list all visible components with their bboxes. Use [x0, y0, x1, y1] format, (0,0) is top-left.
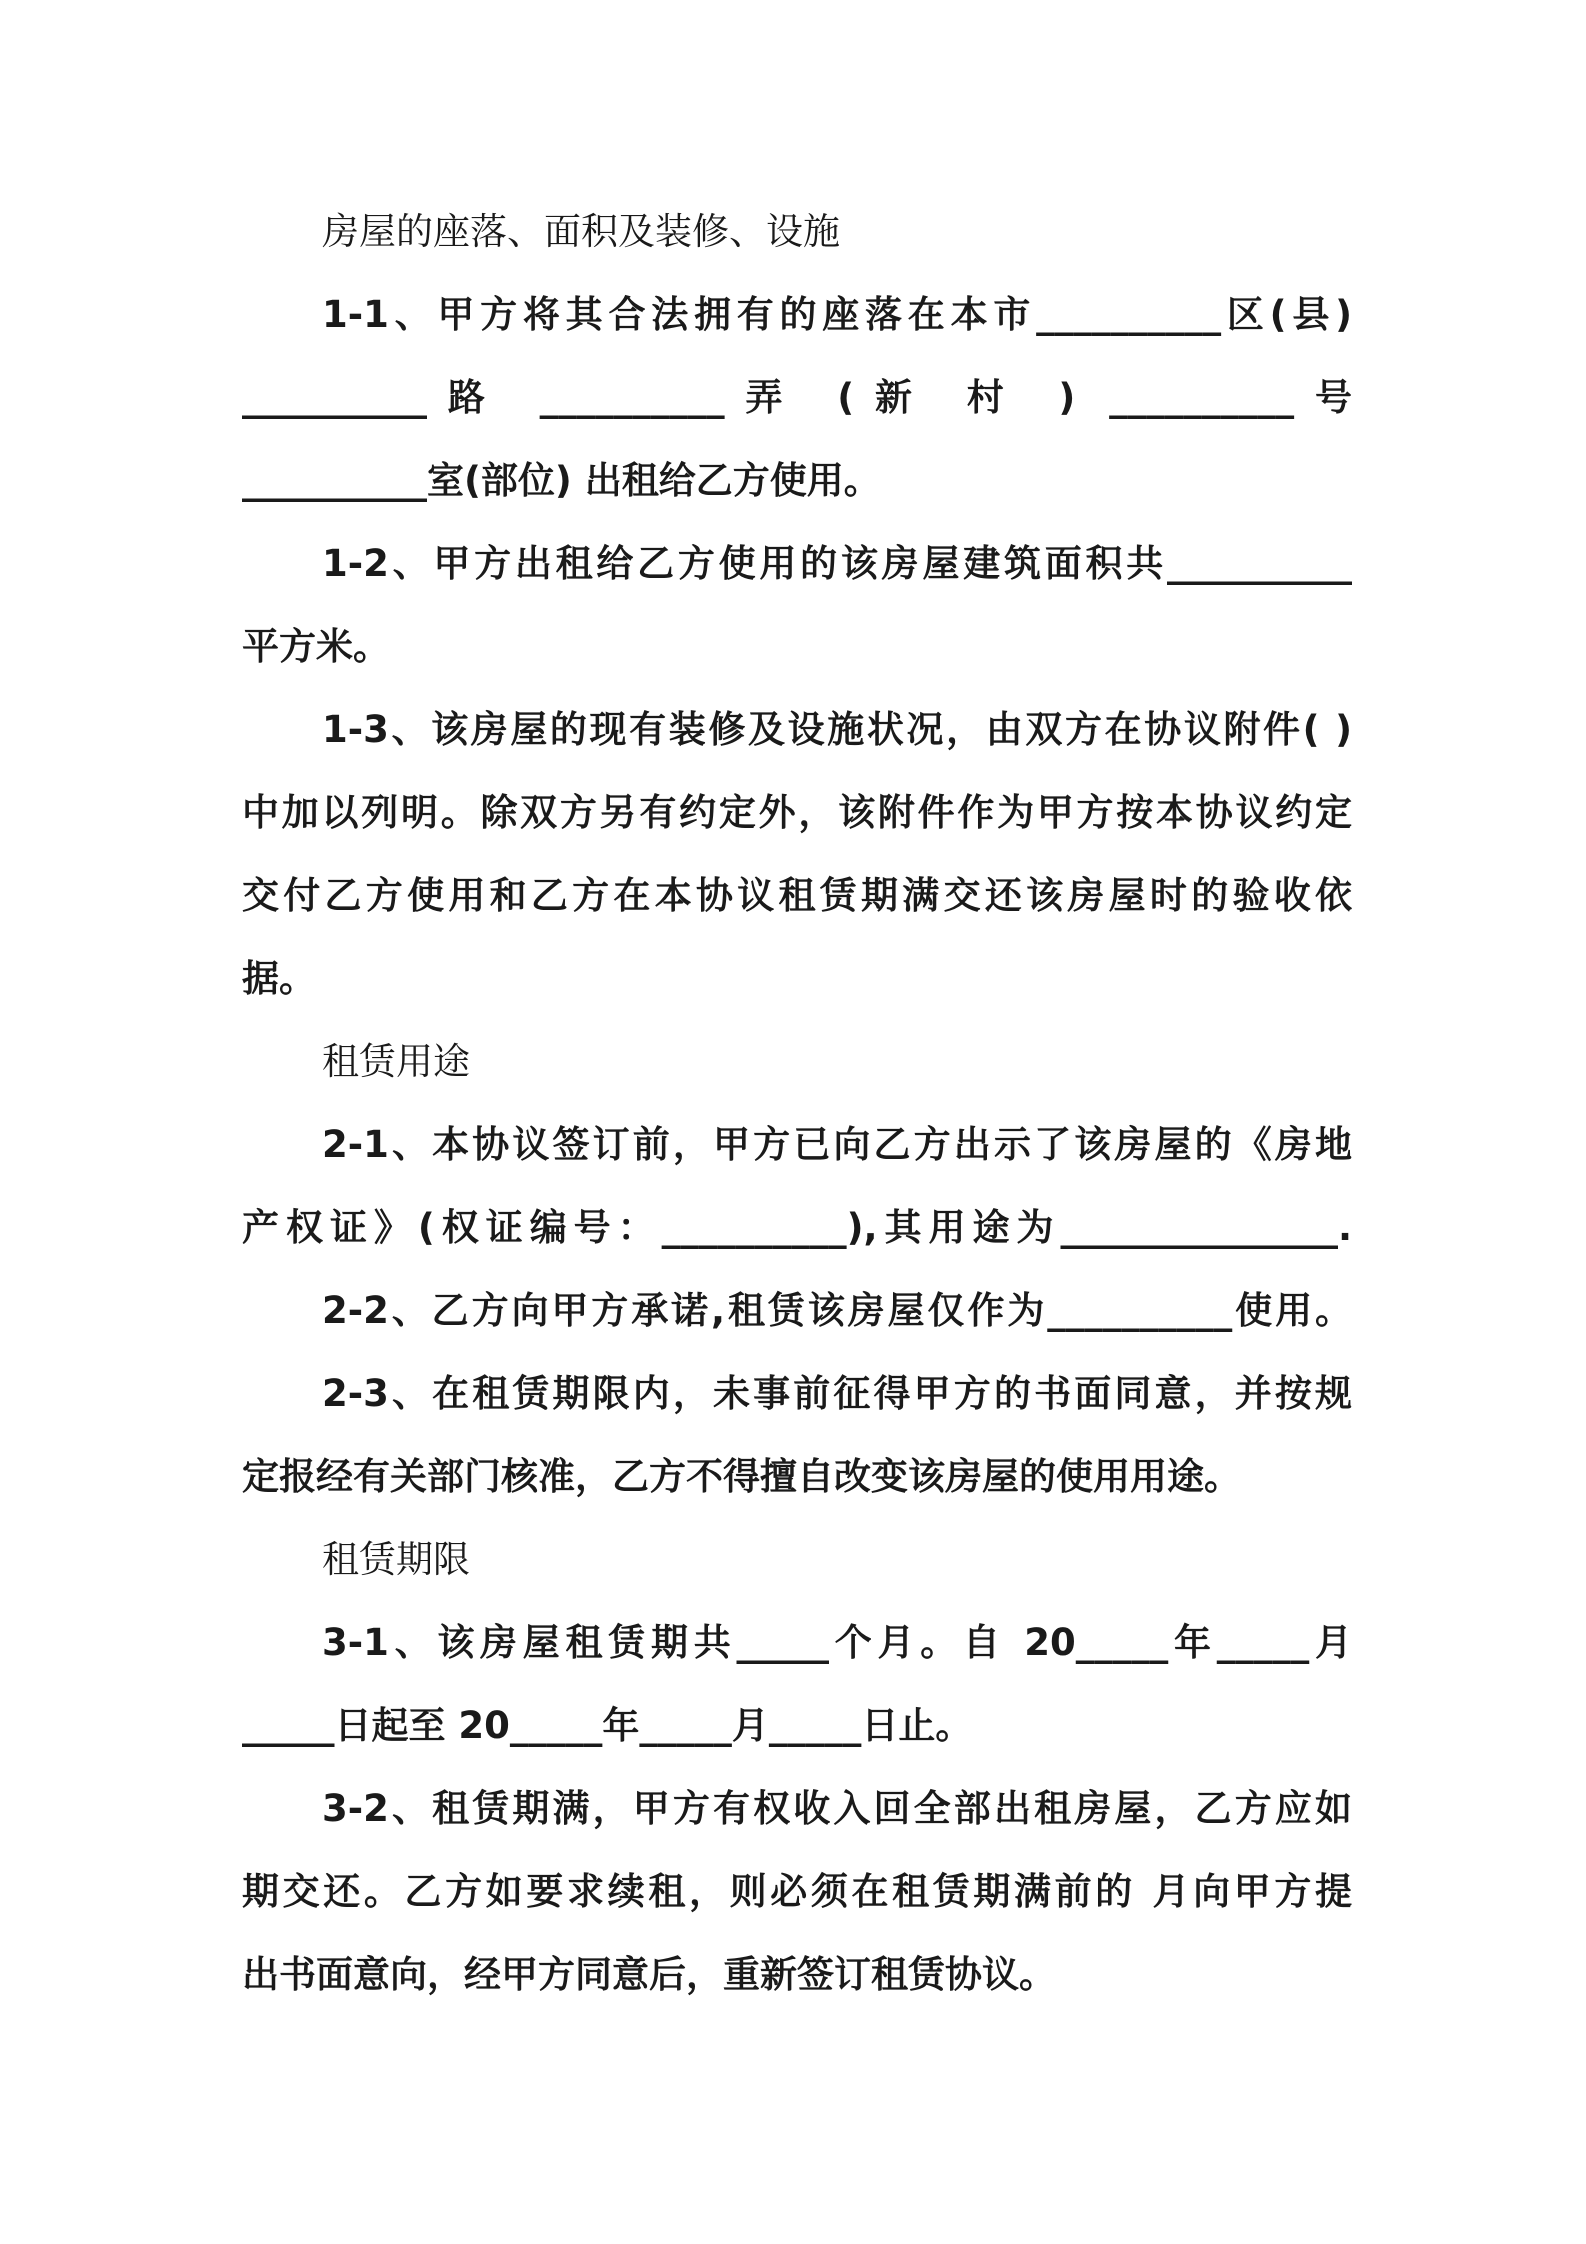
clause-2-1-line-2: 产权证》(权证编号：__________),其用途为_______________. — [242, 1206, 1352, 1249]
clause-1-2-line-2: 平方米。 — [242, 625, 390, 668]
clause-1-3-line-2: 中加以列明。除双方另有约定外，该附件作为甲方按本协议约定 — [242, 791, 1352, 834]
section-heading-1: 房屋的座落、面积及装修、设施 — [322, 210, 840, 253]
clause-1-3-line-1: 1-3、该房屋的现有装修及设施状况，由双方在协议附件( ) — [322, 708, 1352, 751]
document-body — [242, 190, 1352, 2016]
clause-1-3-line-3: 交付乙方使用和乙方在本协议租赁期满交还该房屋时的验收依 — [242, 874, 1352, 917]
clause-1-3-line-4: 据。 — [242, 957, 316, 1000]
section-heading-3: 租赁期限 — [322, 1538, 470, 1581]
clause-2-1-line-1: 2-1、本协议签订前，甲方已向乙方出示了该房屋的《房地 — [322, 1123, 1352, 1166]
clause-3-1-line-2: _____日起至 20_____年_____月_____日止。 — [242, 1704, 973, 1747]
clause-3-1-line-1: 3-1、该房屋租赁期共_____个月。自 20_____年_____月 — [322, 1621, 1352, 1664]
clause-3-2-line-2: 期交还。乙方如要求续租，则必须在租赁期满前的 月向甲方提 — [242, 1870, 1352, 1913]
clause-1-1-line-1: 1-1、甲方将其合法拥有的座落在本市__________区(县) — [322, 293, 1352, 336]
clause-1-1-line-2: __________路 __________弄 (新 村 ) __________号 — [242, 376, 1352, 419]
clause-1-1-line-3: __________室(部位) 出租给乙方使用。 — [242, 459, 881, 502]
clause-1-2-line-1: 1-2、甲方出租给乙方使用的该房屋建筑面积共__________ — [322, 542, 1352, 585]
clause-2-3-line-2: 定报经有关部门核准，乙方不得擅自改变该房屋的使用用途。 — [242, 1455, 1241, 1498]
clause-3-2-line-3: 出书面意向，经甲方同意后，重新签订租赁协议。 — [242, 1953, 1056, 1996]
section-heading-2: 租赁用途 — [322, 1040, 470, 1083]
clause-2-3-line-1: 2-3、在租赁期限内，未事前征得甲方的书面同意，并按规 — [322, 1372, 1352, 1415]
clause-2-2-line-1: 2-2、乙方向甲方承诺,租赁该房屋仅作为__________使用。 — [322, 1289, 1352, 1332]
clause-3-2-line-1: 3-2、租赁期满，甲方有权收入回全部出租房屋，乙方应如 — [322, 1787, 1352, 1830]
